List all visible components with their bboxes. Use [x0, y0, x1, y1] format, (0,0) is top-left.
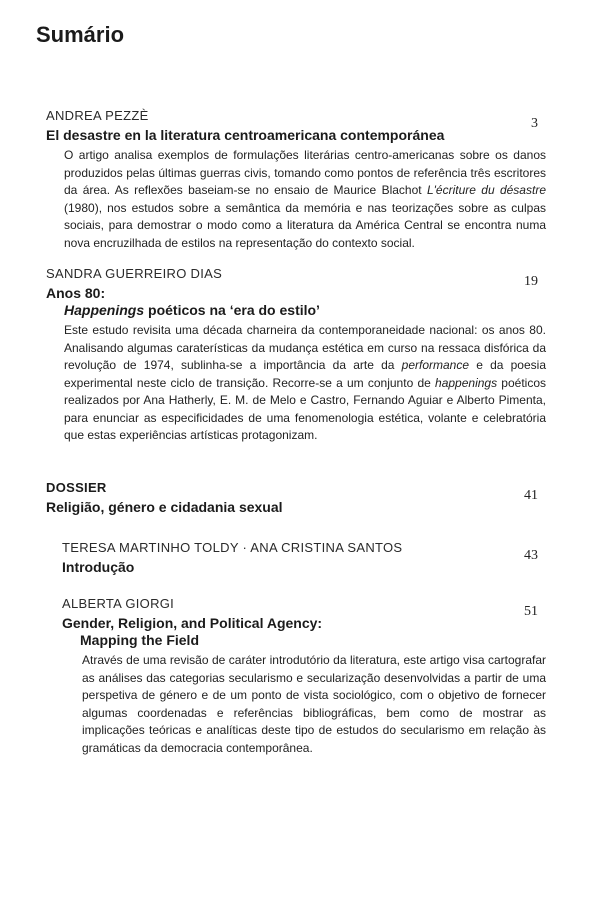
entry-page-number: 43	[524, 548, 538, 563]
abstract-text: Este estudo revisita uma década charneira da contemporaneidade nacional: os anos 80. Analisando algumas caraterísticas da mudança estética em curso na ressaca disfórica da revolução de 1974, sublinha-se a importância da arte da	[64, 323, 546, 372]
entry-abstract	[64, 322, 546, 445]
abstract-text: e da poesia experimental neste ciclo de transição. Recorre-se a um conjunto de	[64, 358, 546, 390]
page-title: Sumário	[36, 22, 125, 47]
entry-author: ALBERTA GIORGI	[62, 596, 175, 611]
dossier-label: DOSSIER	[46, 480, 107, 495]
toc-entry-dias	[46, 266, 546, 445]
entry-author: SANDRA GUERREIRO DIAS	[46, 266, 223, 281]
entry-subtitle[interactable]: Mapping the Field	[80, 632, 199, 648]
entry-abstract	[64, 147, 546, 252]
abstract-italic: performance	[401, 358, 470, 372]
entry-author: ANDREA PEZZÈ	[46, 108, 149, 123]
abstract-italic: happenings	[435, 375, 498, 390]
toc-entry-giorgi	[62, 596, 546, 757]
entry-subtitle[interactable]	[64, 302, 546, 319]
entry-page-number: 3	[531, 116, 538, 131]
abstract-text: (1980), nos estudos sobre a semântica da memória e nas teorizações sobre as culpas sociais, para demostrar o modo como a literatura da América Central se encontra numa nova encruzilhada de estilos na representação do contexto social.	[64, 200, 546, 250]
dossier-title[interactable]: Religião, género e cidadania sexual	[46, 499, 283, 515]
entry-title[interactable]: El desastre en la literatura centroamericana contemporánea	[46, 127, 445, 143]
subtitle-italic: Happenings	[64, 302, 145, 318]
entry-title[interactable]: Introdução	[62, 559, 135, 575]
entry-page-number: 51	[524, 604, 538, 619]
toc-entry-toldy-santos	[62, 540, 546, 576]
toc-entry-pezze	[46, 108, 546, 252]
dossier-section	[46, 480, 546, 516]
entry-page-number: 19	[524, 274, 538, 289]
dossier-page-number: 41	[524, 488, 538, 503]
entry-title[interactable]: Anos 80:	[46, 285, 106, 301]
entry-author: TERESA MARTINHO TOLDY · ANA CRISTINA SANTOS	[62, 540, 403, 555]
abstract-text: poéticos realizados por Ana Hatherly, E. M. de Melo e Castro, Fernando Aguiar e Alberto Pimenta, para enunciar as especificidades de uma fenomenologia estética, volante e celebratória que estas experiências artísticas protagonizam.	[64, 375, 547, 442]
abstract-text: O artigo analisa exemplos de formulações literárias centro-americanas sobre os danos produzidos pelas últimas guerras civis, tomando como pontos de referência três escritores da área. As reflexões baseiam-se no ensaio de Maurice Blachot	[64, 148, 546, 197]
abstract-italic-title: L'écriture du désastre	[426, 183, 546, 197]
subtitle-text: poéticos na ‘era do estilo’	[144, 302, 320, 318]
entry-title[interactable]: Gender, Religion, and Political Agency:	[62, 615, 323, 631]
entry-abstract: Através de uma revisão de caráter introdutório da literatura, este artigo visa cartografar as análises das categorias secularismo e secularização desenvolvidas a partir de uma perspetiva de género e de um ponto de vista sociológico, com o objetivo de fornecer algumas coordenadas e referências bibliográficas, bem como de mostrar as implicações teóricas e analíticas deste tipo de estudos do secularismo em relação às gramáticas da democracia contemporânea.	[82, 653, 546, 755]
